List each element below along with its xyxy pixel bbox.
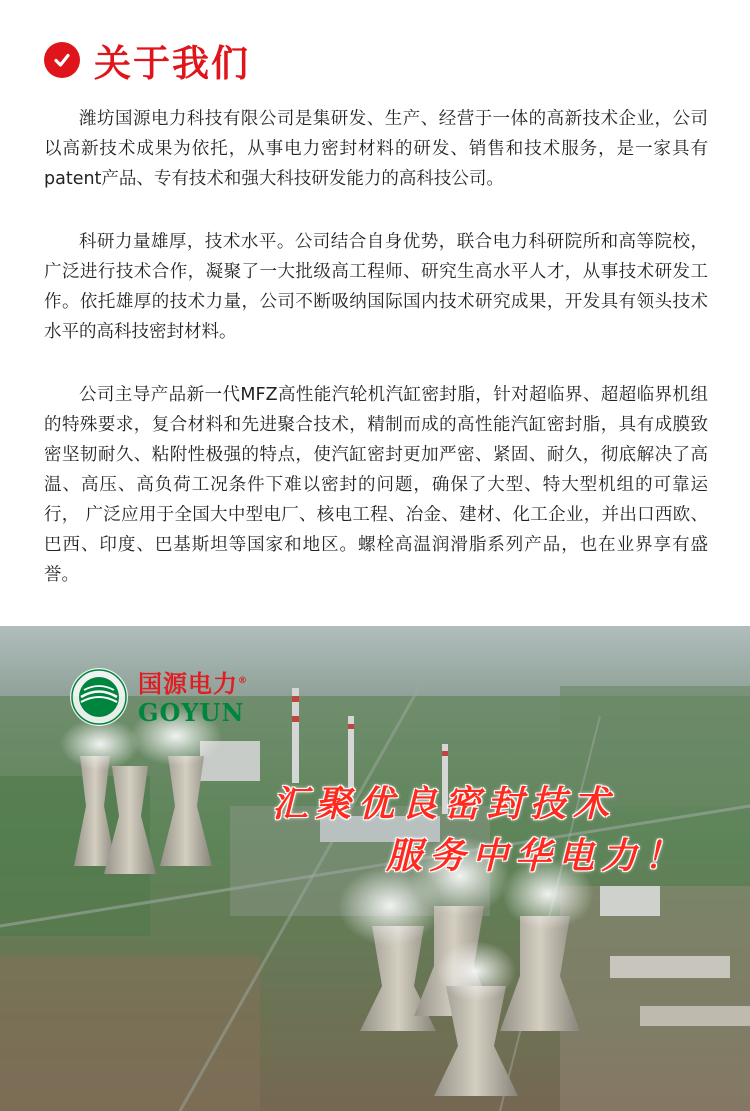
goyun-logo (68, 662, 248, 732)
slogan-line-1: 汇聚优良密封技术 (272, 783, 617, 825)
paragraph-intro: 潍坊国源电力科技有限公司是集研发、生产、经营于一体的高新技术企业，公司以高新技术成果为依托，从事电力密封材料的研发、销售和技术服务，是一家具有patent产品、专有技术和强大科技研发能力的高科技公司。 (44, 109, 708, 189)
slogan-line-2: 服务中华电力！ (386, 835, 688, 877)
paragraph-products: 公司主导产品新一代MFZ高性能汽轮机汽缸密封脂，针对超临界、超超临界机组的特殊要求，复合材料和先进聚合技术，精制而成的高性能汽缸密封脂，具有成膜致密坚韧耐久、粘附性极强的特点，使汽缸密封更加严密、紧固、耐久，彻底解决了高温、高压、高负荷工况条件下难以密封的问题，确保了大型、特大型机组的可靠运行， 广泛应用于全国大中型电厂、核电工程、冶金、建材、化工企业，并出口西欧、巴西、印度、巴基斯坦等国家和地区。螺栓高温润滑脂系列产品，也在业界享有盛誉。 (44, 385, 708, 585)
logo-chinese-name: 国源电力® (138, 670, 248, 698)
check-circle-icon (44, 42, 80, 78)
logo-english-name: GOYUN (138, 698, 245, 727)
page-title: 关于我们 (94, 42, 250, 85)
section-header (44, 36, 250, 84)
globe-logo-icon (68, 666, 130, 728)
about-content (44, 104, 708, 623)
paragraph-research: 科研力量雄厚，技术水平。公司结合自身优势，联合电力科研院所和高等院校，广泛进行技术合作，凝聚了一大批级高工程师、研究生高水平人才，从事技术研发工作。依托雄厚的技术力量，公司不断吸纳国际国内技术研究成果，开发具有领头技术水平的高科技密封材料。 (44, 232, 708, 342)
